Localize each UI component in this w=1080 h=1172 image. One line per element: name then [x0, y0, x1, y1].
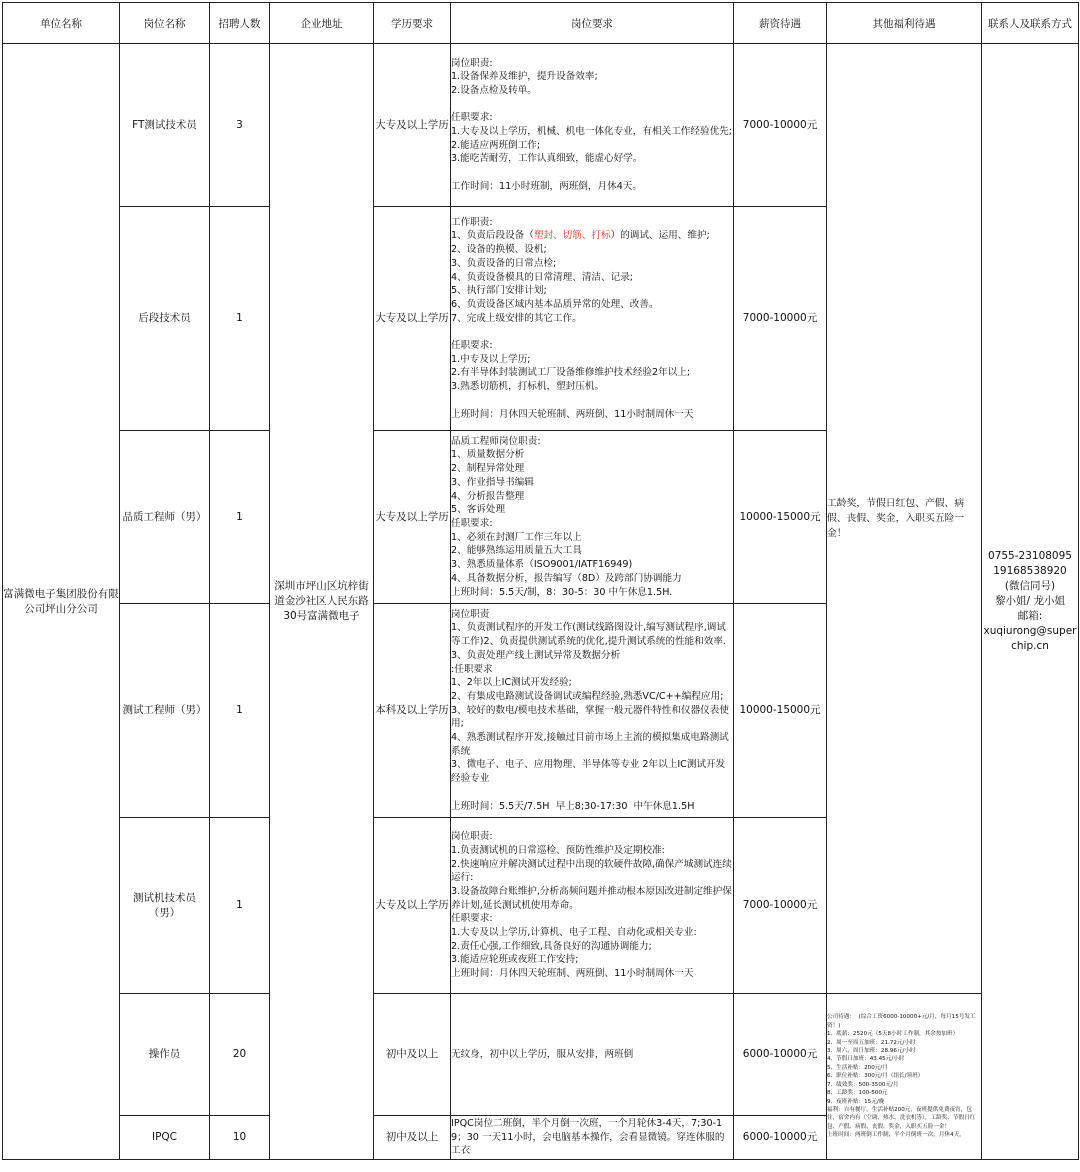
job-requirements: 品质工程师岗位职责: 1、质量数据分析 2、制程异常处理 3、作业指导书编辑 4、分析报告整理 5、客诉处理 任职要求: 1、必须在封测厂工作三年以上 2、能够熟练运用质量五大工具 3、熟悉质量体系（ISO9001/IATF16949) 4、具备数据分析，报告编写（8D）及跨部门协调能力 上班时间：5.5天/制，8：30-5：30 中午休息1.5H. [451, 431, 734, 604]
job-requirements: 无纹身，初中以上学历，服从安排，两班倒 [451, 994, 734, 1116]
job-salary: 7000-10000元 [734, 44, 827, 207]
table-row [3, 44, 1079, 207]
company-name: 富满微电子集团股份有限公司坪山分公司 [3, 44, 120, 1160]
recruitment-table [2, 2, 1079, 1160]
benefits-detail: 公司待遇： (综合工资6000-10000+元/月，每月15号发工资！) 1、底薪：2520元（5天8小时工作制，其余按加班） 2、周一至周五加班：21.72元/小时 3、周六、周日加班：28.96元/小时 4、节假日加班：43.45元/小时 5、生活补贴：200元/月 6、职位补贴：300元/月（组长/领班） 7、绩效奖：500-3500元/月 8、工龄奖：100-500元 9、夜班补贴：15元/晚 福利：自有餐厅，生活补贴200元，夜班提供免费夜宵，包住，宿舍内有（空调、热水、洗衣机等），工龄奖、节假日红包、产假、病假、丧假、奖金，入职买五险一金！ 上班时间：两班倒工作制，半个月倒班一次，月休4天。 [827, 994, 982, 1160]
header-company: 单位名称 [3, 3, 120, 44]
job-salary: 6000-10000元 [734, 1116, 827, 1160]
company-address: 深圳市坪山区坑梓街道金沙社区人民东路30号富满微电子 [270, 44, 374, 1160]
header-education: 学历要求 [374, 3, 451, 44]
header-contact: 联系人及联系方式 [982, 3, 1079, 44]
header-address: 企业地址 [270, 3, 374, 44]
header-count: 招聘人数 [210, 3, 270, 44]
job-count: 10 [210, 1116, 270, 1160]
job-salary: 6000-10000元 [734, 994, 827, 1116]
job-education: 初中及以上 [374, 994, 451, 1116]
job-salary: 7000-10000元 [734, 207, 827, 431]
job-education: 大专及以上学历 [374, 818, 451, 994]
job-title: FT测试技术员 [120, 44, 210, 207]
job-requirements: 岗位职责: 1.设备保养及维护，提升设备效率; 2.设备点检及转单。 任职要求: 1.大专及以上学历，机械、机电一体化专业，有相关工作经验优先; 2.能适应两班倒工作; 3.能吃苦耐劳，工作认真细致，能虚心好学。 工作时间：11小时班制，两班倒，月休4天。 [451, 44, 734, 207]
header-position: 岗位名称 [120, 3, 210, 44]
job-salary: 10000-15000元 [734, 431, 827, 604]
job-requirements: IPQC岗位二班倒，半个月倒一次班，一个月轮休3-4天，7;30-19；30 一天11小时，会电脑基本操作，会看显微镜。穿连体服的工衣 [451, 1116, 734, 1160]
job-education: 大专及以上学历 [374, 431, 451, 604]
job-education: 大专及以上学历 [374, 207, 451, 431]
benefits-main: 工龄奖，节假日红包、产假、病假、丧假、奖金，入职买五险一金！ [827, 44, 982, 994]
job-count: 20 [210, 994, 270, 1116]
table-row [3, 994, 1079, 1116]
job-title: 测试工程师（男） [120, 604, 210, 818]
job-requirements: 岗位职责: 1.负责测试机的日常巡检、预防性维护及定期校准: 2.快速响应并解决测试过程中出现的软硬件故障,确保产城测试连续运行: 3.设备故障台账维护,分析高频问题并推动根本原因改进制定维护保养计划,延长测试机使用寿命。 任职要求: 1.大专及以上学历,计算机、电子工程、自动化或相关专业: 2.责任心强,工作细致,具备良好的沟通协调能力; 3.能适应轮班或夜班工作安持; 上班时间：月休四天轮班制、两班倒、11小时制周休一天 [451, 818, 734, 994]
job-education: 本科及以上学历 [374, 604, 451, 818]
duty-line-highlight: 1、负责后段设备（塑封、切筋、打标）的调试、运用、维护; [451, 230, 710, 242]
job-title: 品质工程师（男） [120, 431, 210, 604]
job-title: 操作员 [120, 994, 210, 1116]
header-salary: 薪资待遇 [734, 3, 827, 44]
job-title: 后段技术员 [120, 207, 210, 431]
job-requirements: 岗位职责 1、负责测试程序的开发工作(测试线路图设计,编写测试程序,调试等工作)2、负责提供测试系统的优化,提升测试系统的性能和效率.3、负责处理产线上测试异常及数据分析 :任职要求 1、2年以上IC测试开发经验; 2、有集成电路测试设备调试或编程经验,熟悉VC/C++编程应用;3、较好的数电/模电技术基础，掌握一般元器件特性和仪器仪表使用; 4、熟悉测试程序开发,接触过目前市场上主流的模拟集成电路测试系统 3、微电子、电子、应用物理、半导体等专业 2年以上IC测试开发经验专业 上班时间：5.5天/7.5H 早上8;30-17:30 中午休息1.5H [451, 604, 734, 818]
contact-info: 0755-23108095 19168538920 (微信同号) 黎小姐/ 龙小姐 邮箱: xuqiurong@superchip.cn [982, 44, 1079, 1160]
highlight-equipment: 塑封、切筋、打标 [533, 230, 611, 242]
header-row [3, 3, 1079, 44]
job-title: IPQC [120, 1116, 210, 1160]
job-salary: 10000-15000元 [734, 604, 827, 818]
job-education: 大专及以上学历 [374, 44, 451, 207]
job-salary: 7000-10000元 [734, 818, 827, 994]
job-requirements: 工作职责: 1、负责后段设备（塑封、切筋、打标）的调试、运用、维护; 2、设备的换模、设机; 3、负责设备的日常点检; 4、负责设备模具的日常清理、清洁、记录; 5、执行部门安排计划; 6、负责设备区域内基本品质异常的处理、改善。 7、完成上级安排的其它工作。 任职要求: 1.中专及以上学历; 2.有半导体封装测试工厂设备维修维护技术经验2年以上; 3.熟悉切筋机，打标机，塑封压机。 上班时间：月休四天轮班制、两班倒、11小时制周休一天 [451, 207, 734, 431]
header-benefits: 其他福利待遇 [827, 3, 982, 44]
job-count: 1 [210, 207, 270, 431]
job-count: 1 [210, 431, 270, 604]
header-requirements: 岗位要求 [451, 3, 734, 44]
job-count: 3 [210, 44, 270, 207]
job-count: 1 [210, 604, 270, 818]
job-title: 测试机技术员（男） [120, 818, 210, 994]
job-education: 初中及以上 [374, 1116, 451, 1160]
job-count: 1 [210, 818, 270, 994]
